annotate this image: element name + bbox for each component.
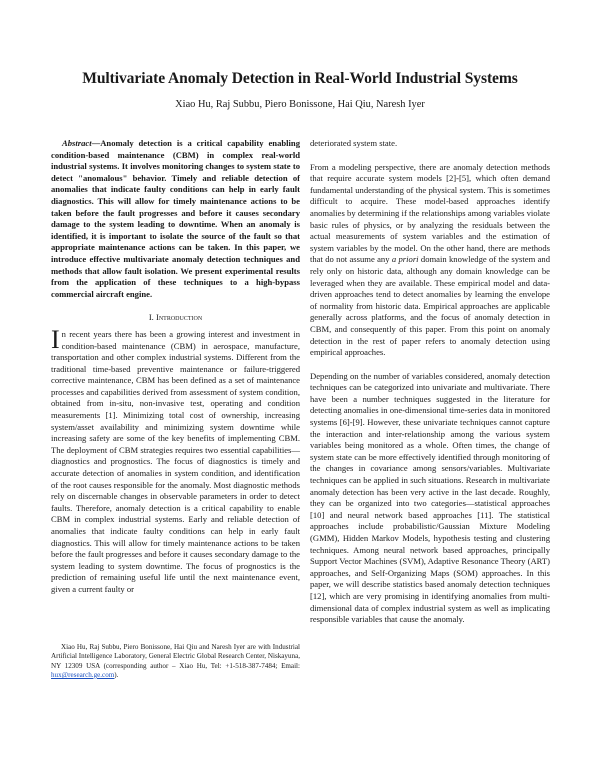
a-priori-term: a priori xyxy=(391,254,419,265)
footnote-tail: ). xyxy=(114,670,119,679)
right-column xyxy=(310,138,550,638)
left-column xyxy=(51,138,300,596)
drop-cap: I xyxy=(51,324,60,354)
modeling-text-a: From a modeling perspective, there are anomaly detection methods that require accurate system models [2]-[5], which often demand fundamental understanding of the physical system. This is sometimes difficult to acquire. These model-based approaches identify anomalies by determining if the relationships among variables violate basic rules of physics, or by analyzing the residuals between the actual measurements of system variables and the estimation of system variables by the model. On the other hand, there are methods that do not assume any xyxy=(310,161,550,265)
section-number: I. xyxy=(148,312,154,323)
introduction-paragraph xyxy=(51,324,300,596)
abstract-label: Abstract xyxy=(62,138,92,148)
section-heading xyxy=(51,312,300,324)
multivariate-paragraph: Depending on the number of variables considered, anomaly detection techniques can be categorized into univariate and multivariate. There have been a number techniques suggested in the literature for detecting anomalies in one-dimensional time-series data in monitored systems [6]-[9]. However, these univariate techniques cannot capture the interaction and inter-relationship among the various system variables being monitored as a whole. Often times, the change of system state can be more effectively identified through monitoring of the changes in covariance among sensors/variables. Multivariate techniques can be applied in such situations. Research in multivariate anomaly detection has been very active in the last decade. Roughly, they can be organized into two categories—statistical approaches [10] and neural network based approaches [11]. The statistical approaches include probabilistic/Gaussian Mixture Modeling (GMM), Hidden Markov Models, hypothesis testing and clustering techniques. Among neural network based approaches, principally Support Vector Machines (SVM), Adaptive Resonance Theory (ART) approaches, and Self-Organizing Maps (SOM) approaches. In this paper, we will describe statistics based anomaly detection techniques [12], which are very promising in identifying anomalies from multi-dimensional data of complex industrial system as well as implicating responsible variables that cause the anomaly. xyxy=(310,370,550,625)
section-title: Introduction xyxy=(155,312,203,323)
author-email-link[interactable]: hux@research.ge.com xyxy=(51,670,115,679)
abstract xyxy=(51,138,300,300)
author-list: Xiao Hu, Raj Subbu, Piero Bonissone, Hai Qiu, Naresh Iyer xyxy=(175,99,425,110)
author-footnote xyxy=(51,643,300,680)
modeling-text-b: domain knowledge of the system and rely only on historic data, although any domain knowledge can be leveraged when they are available. These empirical model and data-driven approaches tend to detect anomalies by learning the envelope of normality from historic data. Empirical approaches are applicable generally across platforms, and the focus of anomaly detection in CBM, and consequently of this paper. From this point on anomaly detection in the rest of paper refers to anomaly detection using empirical approaches. xyxy=(310,254,550,358)
continued-text: deteriorated system state. xyxy=(310,138,398,148)
paper-title: Multivariate Anomaly Detection in Real-World Industrial Systems xyxy=(82,70,518,87)
abstract-text: —Anomaly detection is a critical capability enabling condition-based maintenance (CBM) in complex real-world industrial systems. It involves monitoring changes to system state to detect "anomalous" behavior. Timely and reliable detection of anomalies that indicate faulty conditions can help in early fault diagnostics. This will allow for timely maintenance actions to be taken before the fault progresses and before it causes secondary damage to the system leading to downtime. When an anomaly is identified, it is important to isolate the source of the fault so that appropriate maintenance actions can be taken. In this paper, we introduce effective multivariate anomaly detection techniques and methods that allow fault isolation. We present experimental results from the application of these techniques to a high-bypass commercial aircraft engine. xyxy=(51,138,300,299)
footnote-text: Xiao Hu, Raj Subbu, Piero Bonissone, Hai Qiu and Naresh Iyer are with Industrial Artificial Intelligence Laboratory, General Electric Global Research Center, Niskayuna, NY 12309 USA (corresponding author – Xiao Hu, Tel: +1-518-387-7484; Email: xyxy=(51,643,300,670)
modeling-paragraph xyxy=(310,162,550,359)
introduction-text: n recent years there has been a growing interest and investment in condition-based maintenance (CBM) in aerospace, manufacture, transportation and other complex industrial systems. Different from the traditional time-based preventive maintenance or failure-triggered corrective maintenance, CBM has been defined as a set of maintenance processes and capabilities derived from assessment of system condition, obtained from in-situ, non-invasive test, operating and condition measurements [1]. Minimizing total cost of ownership, increasing system/asset availability and minimizing system downtime while increasing safety are some of the key benefits of implementing CBM. The deployment of CBM strategies requires two essential capabilities—diagnostics and prognostics. The focus of diagnostics is timely and accurate detection of anomalies in system condition, and identification of the root causes responsible for the anomaly. Most diagnostic methods rely on discernable changes in observable parameters in order to detect faults. Therefore, anomaly detection is a critical capability to enable CBM in complex industrial systems. Early and reliable detection of anomalies that indicate faulty conditions can help in early fault diagnostics. This will allow for timely maintenance actions to be taken before the fault progresses and before it causes secondary damage to the system leading to system downtime. The focus of prognostics is the prediction of remaining useful life until the next maintenance event, given a current faulty or xyxy=(51,328,300,594)
